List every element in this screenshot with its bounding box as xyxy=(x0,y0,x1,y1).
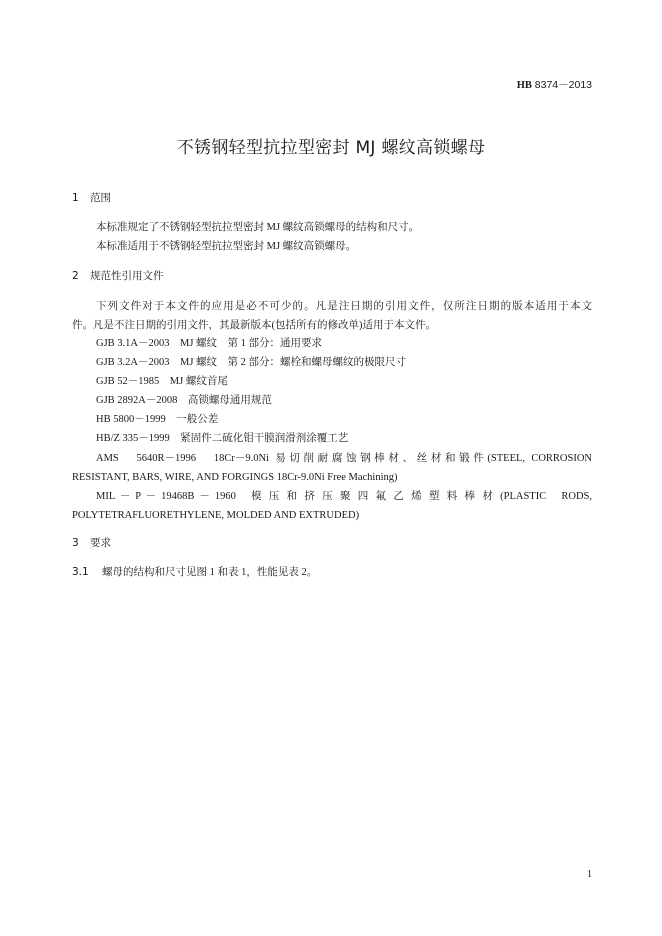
normative-intro xyxy=(72,297,592,335)
reference-ams-line-2: RESISTANT, BARS, WIRE, AND FORGINGS 18Cr-9.0Ni Free Machining) xyxy=(72,472,398,483)
section-1-heading xyxy=(72,190,111,205)
section-3-number: 3 xyxy=(72,537,79,549)
section-2-title: 规范性引用文件 xyxy=(90,270,164,282)
reference-item: GJB 2892A－2008 高锁螺母通用规范 xyxy=(96,395,272,406)
reference-ams-line-1: AMS 5640R－1996 18Cr－9.0Ni 易切削耐腐蚀钢棒材、丝材和锻件(STEEL, CORROSION xyxy=(96,453,592,464)
reference-item: GJB 3.2A－2003 MJ 螺纹 第 2 部分：螺栓和螺母螺纹的极限尺寸 xyxy=(96,357,407,368)
scope-paragraph-2: 本标准适用于不锈钢轻型抗拉型密封 MJ 螺纹高锁螺母。 xyxy=(96,241,357,252)
reference-item: GJB 3.1A－2003 MJ 螺纹 第 1 部分：通用要求 xyxy=(96,338,323,349)
standard-prefix: HB xyxy=(516,80,532,91)
clause-number: 3.1 xyxy=(72,566,89,578)
standard-number: 8374－2013 xyxy=(534,79,592,91)
section-2-number: 2 xyxy=(72,270,79,282)
clause-text: 螺母的结构和尺寸见图 1 和表 1，性能见表 2。 xyxy=(102,567,318,578)
reference-item: HB/Z 335－1999 紧固件二硫化钼干膜润滑剂涂覆工艺 xyxy=(96,433,349,444)
reference-item: HB 5800－1999 一般公差 xyxy=(96,414,219,425)
page-number: 1 xyxy=(587,869,592,880)
normative-intro-line-1: 下列文件对于本文件的应用是必不可少的。凡是注日期的引用文件，仅所注日期的版本适用于本文 xyxy=(96,301,592,312)
section-2-heading xyxy=(72,268,164,283)
clause-3-1 xyxy=(72,564,317,579)
normative-intro-line-2: 件。凡是不注日期的引用文件，其最新版本(包括所有的修改单)适用于本文件。 xyxy=(72,320,436,331)
section-3-title: 要求 xyxy=(90,537,111,549)
section-1-title: 范围 xyxy=(90,192,111,204)
document-title: 不锈钢轻型抗拉型密封 MJ 螺纹高锁螺母 xyxy=(176,138,486,158)
reference-mil-line-2: POLYTETRAFLUORETHYLENE, MOLDED AND EXTRUDED) xyxy=(72,510,360,521)
reference-ams xyxy=(72,449,592,487)
reference-mil xyxy=(72,487,592,525)
reference-mil-line-1: MIL － P － 19468B － 1960 模 压 和 挤 压 聚 四 氟 乙 烯 塑 料 棒 材 (PLASTIC RODS, xyxy=(96,491,592,502)
section-1-number: 1 xyxy=(72,192,79,204)
scope-paragraph-1: 本标准规定了不锈钢轻型抗拉型密封 MJ 螺纹高锁螺母的结构和尺寸。 xyxy=(96,222,420,233)
reference-item: GJB 52－1985 MJ 螺纹首尾 xyxy=(96,376,228,387)
standard-code xyxy=(517,77,592,92)
section-3-heading xyxy=(72,535,111,550)
